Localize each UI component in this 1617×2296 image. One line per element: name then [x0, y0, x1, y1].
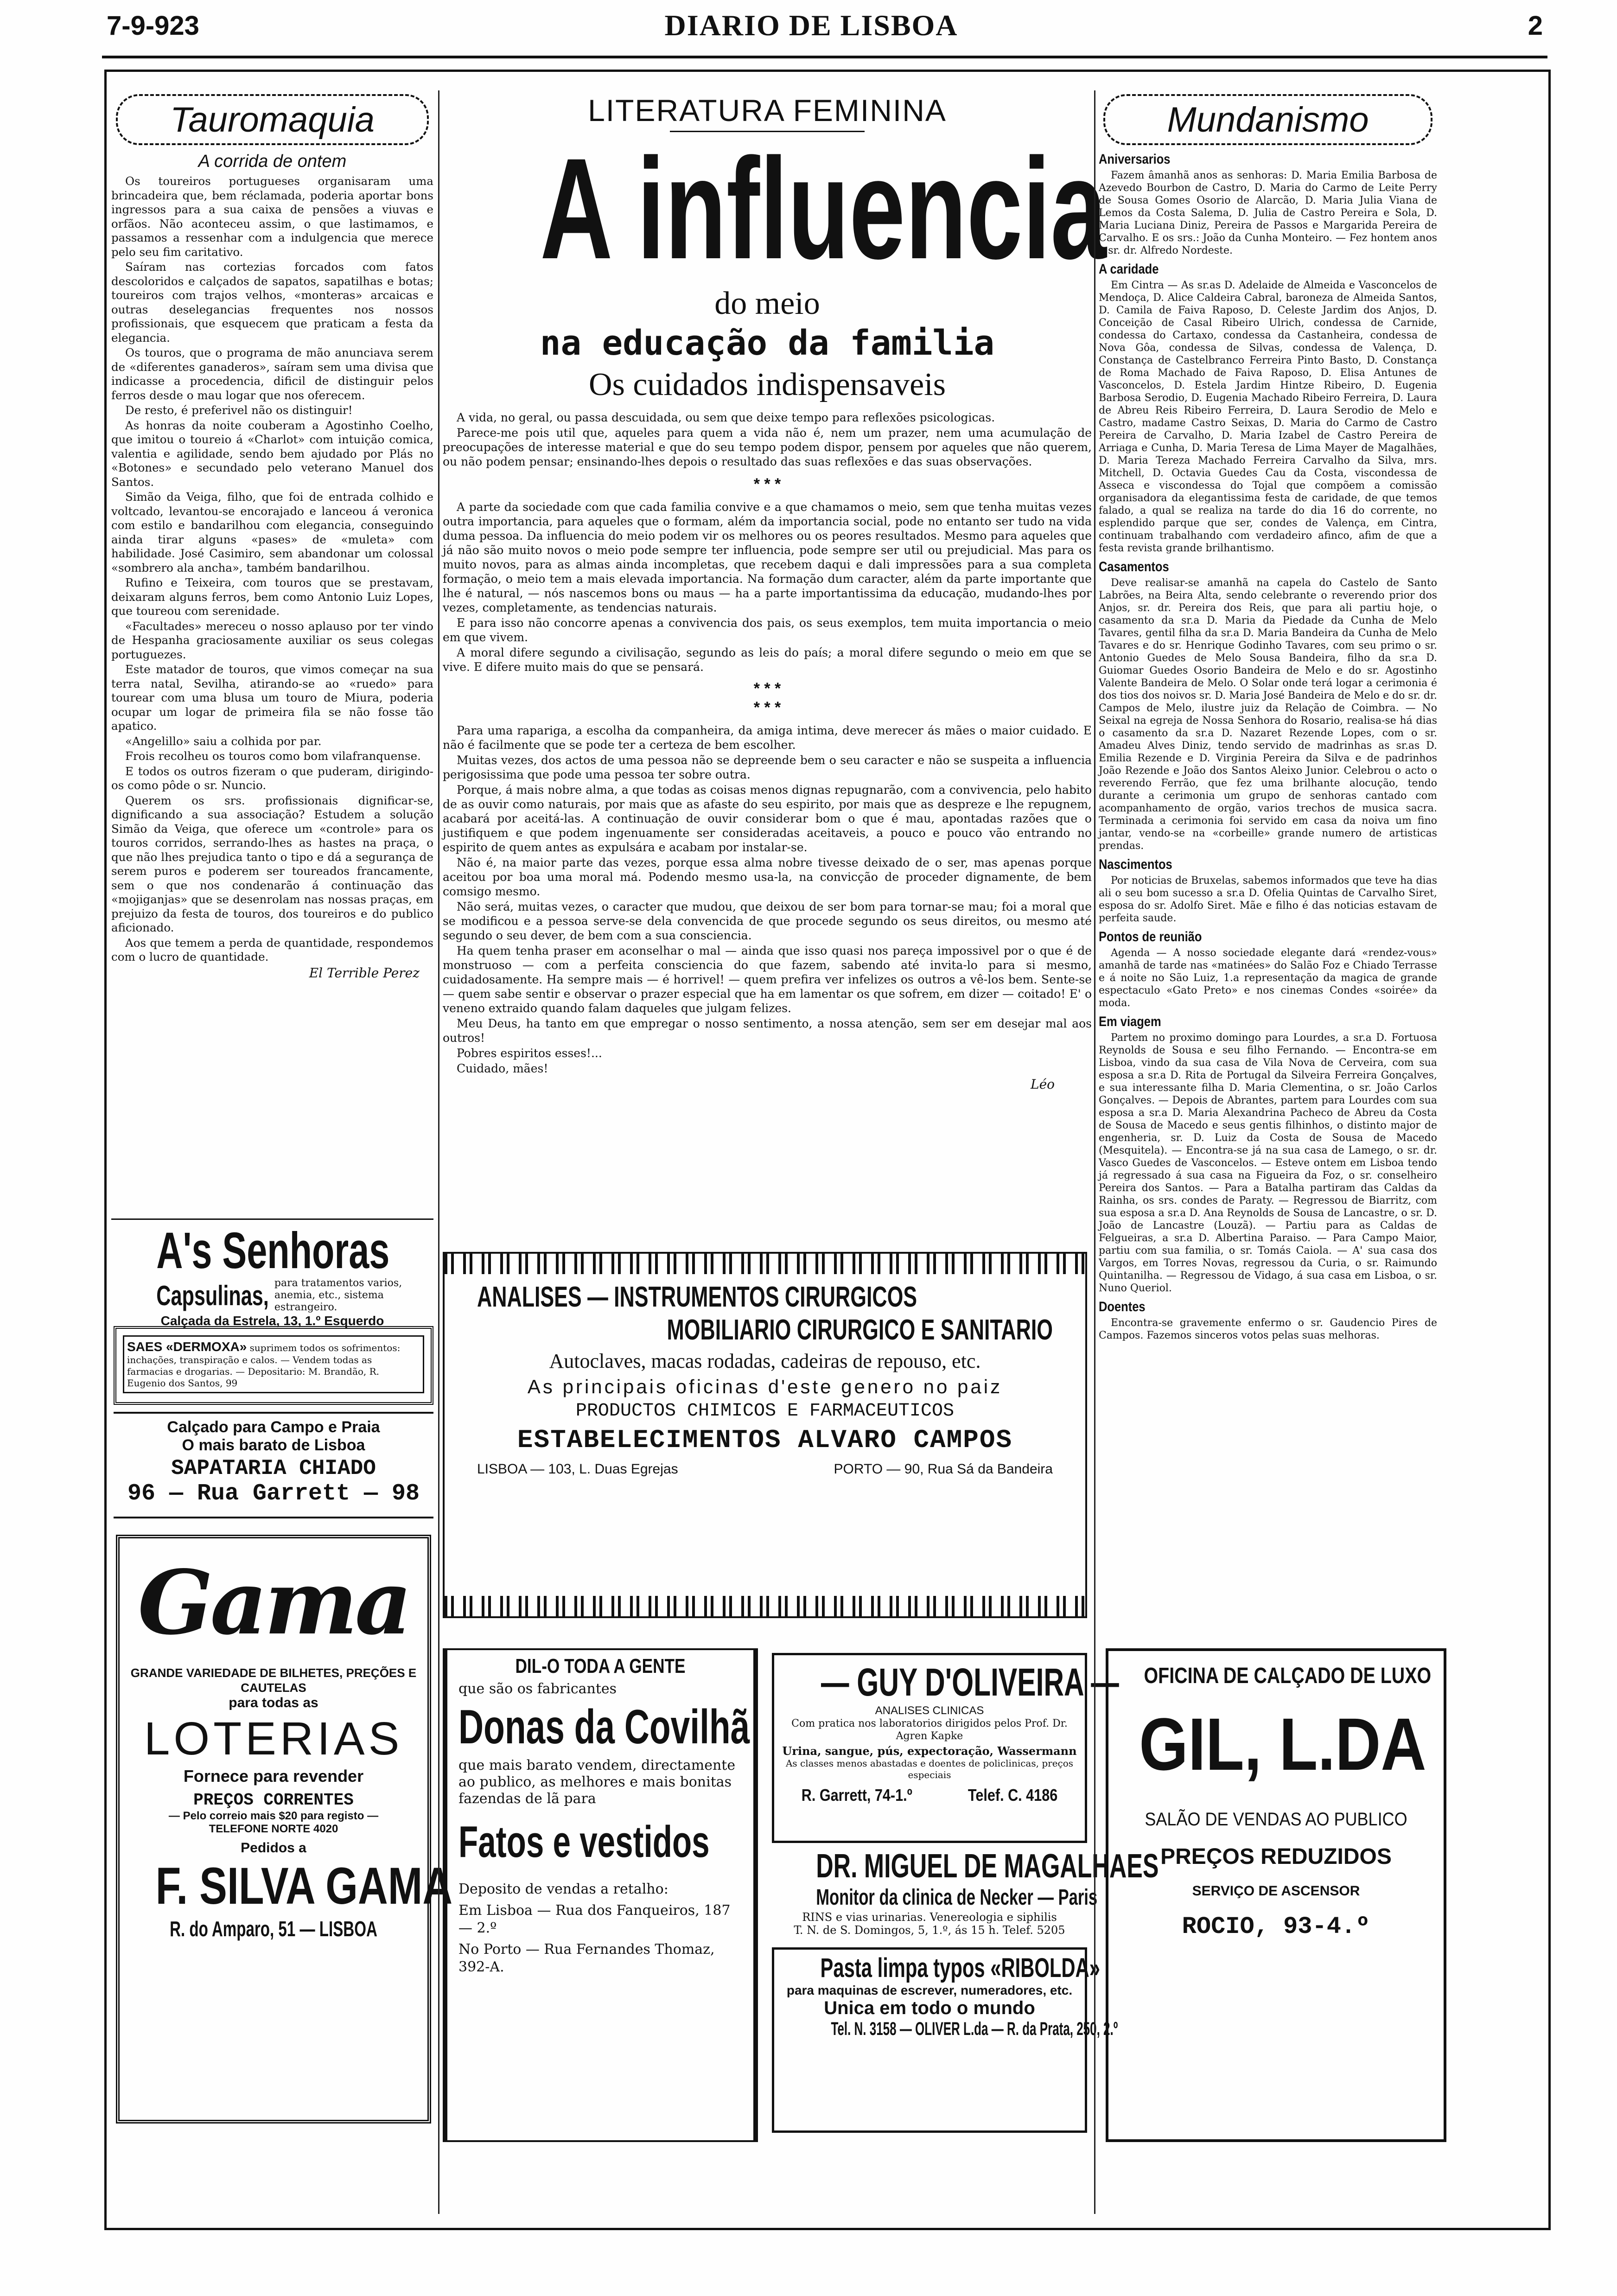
- ad-saes-brand: SAES «DERMOXA»: [127, 1339, 247, 1354]
- paragraph: E todos os outros fizeram o que puderam, dirigindo-os como pôde o sr. Nuncio.: [111, 764, 433, 792]
- ad-gama-line4: PREÇOS CORRENTES: [193, 1791, 354, 1810]
- paragraph: Muitas vezes, dos actos de uma pessoa não se depreende bem o seu caracter e não se suspeita a influencia perigosissima que pode uma pessoa ter sobre outra.: [443, 753, 1092, 781]
- block-head-em-viagem: Em viagem: [1099, 1014, 1161, 1029]
- section-stars: * * *: [753, 699, 781, 716]
- newspaper-title: DIARIO DE LISBOA: [664, 9, 958, 42]
- ad-senhoras-address: Calçada da Estrela, 13, 1.º Esquerdo: [160, 1314, 384, 1328]
- ad-alvaro-line1: ANALISES — INSTRUMENTOS CIRURGICOS: [477, 1281, 917, 1313]
- paragraph: Os toureiros portugueses organisaram uma brincadeira que, bem réclamada, poderia aportar bons ingressos para a sua caixa de pensões a viuvas e orfãos. Não aconteceu assim, o que lastimamos, e passamos a ressenhar com a indulgencia que merece pelo seu fim caritativo.: [111, 174, 433, 259]
- ad-gil-line3: PREÇOS REDUZIDOS: [1160, 1844, 1392, 1869]
- ad-senhoras-title: A's Senhoras: [156, 1222, 390, 1279]
- ad-saes-text: suprimem todos os sofrimentos: inchações, transpiração e calos. — Vendem todas as farmacias e drogarias. — Depositario: M. Brandão, R. Eugenio dos Santos, 99: [127, 1342, 401, 1389]
- feature-body-1: [443, 410, 1092, 469]
- ad-alvaro-name: ESTABELECIMENTOS ALVARO CAMPOS: [517, 1425, 1013, 1455]
- section-stars: * * *: [753, 475, 781, 493]
- paragraph: Frois recolheu os touros como bom vilafranquense.: [125, 749, 421, 763]
- block-head-aniversarios: Aniversarios: [1099, 152, 1171, 167]
- ad-gama-line7: Pedidos a: [241, 1840, 306, 1856]
- ad-ribolda-line2: Unica em todo o mundo: [824, 1998, 1035, 2018]
- tauromaquia-subhead: A corrida de ontem: [198, 152, 347, 171]
- column-rule-right: [1094, 90, 1095, 2214]
- section-stars: * * *: [753, 680, 781, 697]
- ad-gil-line4: SERVIÇO DE ASCENSOR: [1192, 1883, 1360, 1899]
- block-head-casamentos: Casamentos: [1099, 559, 1169, 574]
- ad-covilha-line2: que são os fabricantes: [458, 1681, 617, 1697]
- ad-covilha-name: Donas da Covilhã: [458, 1700, 750, 1754]
- paragraph: Parece-me pois util que, aqueles para quem a vida não é, nem um prazer, nem uma acumulação de preocupações de interesse material e que do seu tempo podem dispor, pensem por aqueles que não querem, ou não podem pensar; ensinando-lhes depois o resultado das suas reflexões e das suas observações.: [443, 426, 1092, 468]
- ad-guy-address: R. Garrett, 74-1.º: [801, 1786, 912, 1805]
- paragraph: As honras da noite couberam a Agostinho Coelho, que imitou o toureio á «Charlot» com intuição comica, valentia e agilidade, sendo bem ajudado por Plás no «Botones» e secundado pelo veterano Manuel dos Santos.: [111, 418, 433, 489]
- feature-body-3: [443, 723, 1092, 1076]
- ad-ribolda-line3: Tel. N. 3158 — OLIVER L.da — R. da Prata, 250, 2.º: [831, 2019, 1118, 2039]
- ad-sapataria-chiado: [114, 1412, 433, 1518]
- masthead-rule: [102, 56, 1547, 58]
- mundanismo-section-title: Mundanismo: [1103, 94, 1432, 145]
- ad-guy-phone: Telef. C. 4186: [968, 1786, 1058, 1805]
- paragraph: A vida, no geral, ou passa descuidada, ou sem que deixe tempo para reflexões psicologicas.: [457, 411, 995, 424]
- ad-saes-dermoxa: [114, 1326, 433, 1405]
- ad-alvaro-campos: [443, 1252, 1087, 1618]
- ad-guy-oliveira: [772, 1653, 1119, 1843]
- paragraph: Rufino e Teixeira, com touros que se prestavam, deixaram alguns ferros, bem como Antonio Luiz Lopes, que toureou com serenidade.: [111, 576, 433, 618]
- block-text: Fazem âmanhã anos as senhoras: D. Maria Emilia Barbosa de Azevedo Bourbon de Castro, D. Maria do Carmo de Leite Perry de Sousa Gomes Osorio de Alarcão, D. Maria Julia Viana de Lemos da Costa Salema, D. Julia de Castro Pereira e Sola, D. Maria Luciana Diniz, Pereira de Passos e Margarida Pereira de Carvalho. E os srs.: João da Cunha Monteiro. — Fez hontem anos o sr. dr. Alfredo Nordeste.: [1099, 170, 1437, 256]
- block-text: Partem no proximo domingo para Lourdes, a sr.a D. Fortuosa Reynolds de Sousa e seu filho Fernando. — Encontra-se em Lisboa, vindo da sua casa de Vila Nova de Cerveira, com sua esposa a sr.a D. Rita de Portugal da Silveira Ferreira Gonçalves, e sua interessante filha D. Maria Clementina, o sr. João Carlos Gonçalves. — Depois de Abrantes, partem para Lourdes com sua esposa a sr.a D. Maria Alexandrina Pacheco de Abreu da Costa de Sousa de Macedo e seus gentis filhinhos, o distinto major de engenheria, sr. D. Luiz da Costa de Sousa de Macedo (Mesquitela). — Encontra-se já na sua casa de Lamego, o sr. dr. Vasco Guedes de Vasconcelos. — Esteve ontem em Lisboa tendo já regressado á sua casa na Figueira da Foz, o sr. conselheiro Pereira dos Santos. — Para a Batalha partiram das Caldas da Rainha, os srs. condes de Paraty. — Regressou de Biarritz, com sua esposa a sr.a D. Ana Reynolds de Sousa de Lancastre, o sr. D. João de Lancastre (Louzã). — Partiu para as Caldas de Felgueiras, a sr.a D. Albertina Paraiso. — Para Campo Maior, partiu com sua familia, o sr. Tomás Caiola. — A' sua casa dos Vargos, em Torres Novas, regressou da Curia, o sr. Raimundo Quintanilha. — Regressou de Vidago, á sua casa em Lisboa, o sr. Nuno Queriol.: [1099, 1032, 1437, 1294]
- tauromaquia-column: [111, 90, 433, 1215]
- ad-senhoras-product: Capsulinas,: [156, 1280, 269, 1311]
- ad-guy-name: — GUY D'OLIVEIRA —: [821, 1660, 1119, 1704]
- ad-sapataria-address: 96 — Rua Garrett — 98: [127, 1480, 420, 1507]
- feature-headline: A influencia: [540, 128, 1107, 289]
- tauromaquia-section-title: Tauromaquia: [116, 94, 429, 145]
- block-text: Encontra-se gravemente enfermo o sr. Gaudencio Pires de Campos. Fazemos sinceros votos pelas suas melhoras.: [1099, 1317, 1437, 1341]
- ad-magalhaes-line1: Monitor da clinica de Necker — Paris: [816, 1885, 1098, 1910]
- ad-covilha-porto: No Porto — Rua Fernandes Thomaz, 392-A.: [458, 1941, 715, 1975]
- paragraph: Saíram nas cortezias forcados com fatos descoloridos e calçados de sapatos, sapatilhas e botas; toureiros com trajos velhos, «monteras» arcaicas e outras deselegancias frequentes nos nossos profissionais, que esquecem que praticam a festa da elegancia.: [111, 260, 433, 344]
- ad-sapataria-line2: O mais barato de Lisboa: [182, 1436, 365, 1454]
- ad-guy-line3: Urina, sangue, pús, expectoração, Wassermann: [782, 1744, 1077, 1758]
- paragraph: Para uma rapariga, a escolha da companheira, da amiga intima, deve merecer ás mães o maior cuidado. E não é facilmente que se pode ter a certeza de bem escolher.: [443, 724, 1092, 752]
- ad-gil-name: GIL, L.DA: [1139, 1703, 1426, 1786]
- ad-ribolda-name: Pasta limpa typos «RIBOLDA»: [820, 1953, 1100, 1983]
- ad-guy-line1: ANALISES CLINICAS: [875, 1704, 984, 1717]
- ad-senhoras-text: para tratamentos varios, anemia, etc., sistema estrangeiro.: [274, 1277, 402, 1313]
- ad-alvaro-line3: Autoclaves, macas rodadas, cadeiras de repouso, etc.: [549, 1350, 981, 1372]
- block-head-nascimentos: Nascimentos: [1099, 857, 1172, 872]
- ad-gama-line5: — Pelo correio mais $20 para registo —: [168, 1810, 379, 1822]
- greek-key-border-bottom: [445, 1596, 1085, 1616]
- mundanismo-body: [1099, 152, 1437, 1342]
- paragraph: Os touros, que o programa de mão anunciava serem de «diferentes ganaderos», saíram sem uma divisa que indicasse a procedencia, dificil de distinguir pelos ferros desde o mau logar que nos oferecem.: [111, 346, 433, 402]
- feature-deck-1: do meio: [714, 286, 820, 321]
- block-head-doentes: Doentes: [1099, 1299, 1146, 1314]
- ad-gama-address: R. do Amparo, 51 — LISBOA: [170, 1917, 377, 1941]
- ad-guy-line2: Com pratica nos laboratorios dirigidos pelos Prof. Dr. Agren Kapke: [791, 1718, 1068, 1742]
- ad-gil-address: ROCIO, 93-4.º: [1182, 1913, 1370, 1940]
- ad-covilha-deposit: Deposito de vendas a retalho:: [458, 1881, 668, 1897]
- ad-senhoras: [111, 1222, 433, 1328]
- tauromaquia-body: [111, 174, 433, 964]
- ad-gama-line1: GRANDE VARIEDADE DE BILHETES, PREÇÕES E CAUTELAS: [130, 1666, 417, 1695]
- paragraph: Este matador de touros, que vimos começar na sua terra natal, Sevilha, atirando-se ao «ruedo» para tourear com uma blusa um touro de Miura, poderia ocupar um logar de primeira fila se não fosse tão apatico.: [111, 663, 433, 733]
- paragraph: Aos que temem a perda de quantidade, respondemos com o lucro de quantidade.: [111, 936, 433, 963]
- ad-covilha-line1: DIL-O TODA A GENTE: [515, 1655, 686, 1677]
- paragraph: Não será, muitas vezes, o caracter que mudou, que deixou de ser bom para tornar-se mau; foi a moral que se modificou e a pessoa serve-se dela convencida de que procede segundo os seus direitos, ou mesmo até segundo o seu dever, de bem com a sua consciencia.: [443, 900, 1092, 942]
- ad-gama: [116, 1535, 453, 2124]
- ad-gama-logo: Gama: [138, 1551, 409, 1654]
- block-head-caridade: A caridade: [1099, 261, 1159, 277]
- ad-sapataria-name: SAPATARIA CHIADO: [171, 1456, 376, 1480]
- ad-donas-covilha: [443, 1648, 758, 2142]
- ad-gama-name: F. SILVA GAMA: [155, 1857, 453, 1915]
- paragraph: Ha quem tenha praser em aconselhar o mal — ainda que isso quasi nos pareça impossivel por o que é de monstruoso — com a perfeita consciencia do que fazem, sabendo até invita-lo para si mesmo, cuidadosamente. Ha sempre mais — é horrivel! — quem prefira ver infelizes os outros a vê-los bem. Sente-se — quem sabe sentir e observar o prazer especial que ha em lamentar os que sofrem, em dizer — coitado! E' o veneno extraido quando falam daqueles que julgam felizes.: [443, 944, 1092, 1015]
- greek-key-border-top: [445, 1254, 1085, 1274]
- page-number: 2: [1528, 11, 1543, 41]
- tauromaquia-signature: El Terrible Perez: [309, 965, 420, 981]
- paragraph: De resto, é preferivel não os distinguir!: [125, 403, 353, 417]
- paragraph: Querem os srs. profissionais dignificar-se, dignificando a sua associação? Estudem a solução Simão da Veiga, que oferece um «controle» para os touros corridos, serrando-lhes as hastes na praça, o que não lhes prejudica tanto o tipo e dá a segurança de serem puros e poderem ser toureados francamente, sem o que nos condenarão á continuação das «mojiganjas» que se desenrolam nas nossas praças, em prejuizo da festa de touros, dos toureiros e do publico aficionado.: [111, 793, 433, 934]
- ad-gama-line3: Fornece para revender: [183, 1767, 364, 1786]
- ad-gil-line2: SALÃO DE VENDAS AO PUBLICO: [1145, 1809, 1407, 1830]
- ad-covilha-big: Fatos e vestidos: [458, 1817, 710, 1867]
- feature-body-2: [443, 500, 1092, 674]
- ad-alvaro-address-lisboa: LISBOA — 103, L. Duas Egrejas: [477, 1461, 678, 1477]
- feature-signature: Léo: [1030, 1077, 1055, 1092]
- ad-covilha-text: que mais barato vendem, directamente ao publico, as melhores e mais bonitas fazendas de lã para: [458, 1757, 736, 1807]
- ad-magalhaes-line3: T. N. de S. Domingos, 5, 1.º, ás 15 h. Telef. 5205: [794, 1924, 1065, 1937]
- block-text: Em Cintra — As sr.as D. Adelaide de Almeida e Vasconcelos de Mendoça, D. Alice Caldeira Cabral, baroneza de Almeida Santos, D. Camila de Faiva Raposo, D. Celeste Jardim dos Anjos, D. Conceição de Casal Ribeiro Ulrich, condessa de Carnide, condessa do Cartaxo, condessa da Castanheira, condessa de Nova Gôa, condessa de Silvas, condessa de Valença, D. Constança de Castelbranco Ferreira Pinto Basto, D. Constança de Roma Machado de Faiva Raposo, D. Elisa Antunes de Vasconcelos, D. Estela Jardim Hintze Ribeiro, D. Eugenia Barbosa Serodio, D. Eugenia Machado Ribeiro Ferreira, D. Laura de Abreu Reis Ribeiro Ferreira, D. Laura Serodio de Melo e Castro, madame Castro Seixas, D. Maria do Carmo de Castro Pereira de Carvalho, D. Maria Izabel de Castro Pereira de Arriaga e Cunha, D. Maria Teresa de Lima Mayer de Magalhães, D. Maria Tereza Machado Ferreira Carvalho da Silva, mrs. Mitchell, D. Octavia Guedes Cau da Costa, viscondessa de Asseca e viscondessa do Tojal que compõem a comissão organisadora da elegantissima festa de caridade, de que temos falado, a qual se realiza na tarde do dia 16 do corrente, no esplendido parque que ser, condes de Valença, em Cintra, continuam trabalhando com verdadeiro afinco, afim de que a festa revista grande brilhantismo.: [1099, 280, 1437, 554]
- block-text: Agenda — A nosso sociedade elegante dará «rendez-vous» amanhã de tarde nas «matinées» do Salão Foz e Chiado Terrasse e á noite no São Luiz, 1.a representação da magica de grande espectaculo «Gato Preto» e nos cinemas Condes «soirée» da moda.: [1099, 947, 1437, 1009]
- ad-alvaro-address-porto: PORTO — 90, Rua Sá da Bandeira: [834, 1461, 1053, 1477]
- ad-gama-line6: TELEFONE NORTE 4020: [209, 1823, 338, 1835]
- paragraph: Pobres espiritos esses!...: [457, 1046, 602, 1060]
- paragraph: Porque, á mais nobre alma, a que todas as coisas menos dignas repugnarão, com a convivencia, pelo habito de as ouvir como naturais, por mais que as afaste do seu espirito, por mais que as despreze e lhe repugnem, acabará por aceitá-las. A continuação de ouvir considerar bom o que é mau, apontadas razões que o justifiquem e que podem ingenuamente ser consideradas aceitaveis, a pouco e pouco vão entrando no espirito de quem antes as expulsára e acabam por instalar-se.: [443, 783, 1092, 854]
- ad-gil-line1: OFICINA DE CALÇADO DE LUXO: [1144, 1664, 1432, 1688]
- ad-guy-line4: As classes menos abastadas e doentes de policlinicas, preços especiais: [785, 1758, 1074, 1780]
- ad-covilha-lisboa: Em Lisboa — Rua dos Fanqueiros, 187 — 2.º: [458, 1902, 731, 1936]
- ad-ribolda-line1: para maquinas de escrever, numeradores, etc.: [786, 1983, 1073, 1997]
- ad-miguel-magalhaes: [772, 1848, 1159, 1945]
- paragraph: E para isso não concorre apenas a convivencia dos pais, os seus exemplos, tem muita importancia o meio em que vivem.: [443, 616, 1092, 644]
- ad-magalhaes-line2: RINS e vias urinarias. Venereologia e siphilis: [802, 1911, 1057, 1924]
- feature-article: [443, 93, 1107, 1247]
- left-divider: [111, 1218, 433, 1220]
- paragraph: A moral difere segundo a civilisação, segundo as leis do país; a moral difere segundo o meio em que se vive. E difere muito mais do que se pensará.: [443, 646, 1092, 674]
- block-head-pontos-reuniao: Pontos de reunião: [1099, 929, 1202, 944]
- ad-alvaro-line5: PRODUCTOS CHIMICOS E FARMACEUTICOS: [575, 1401, 955, 1422]
- paragraph: A parte da sociedade com que cada familia convive e a que chamamos o meio, sem que tenha muitas vezes outra importancia, para aqueles que o formam, além da importancia social, pode no entanto ser tudo na vida duma pessoa. Da influencia do meio podem vir os melhores ou os peores resultados. Mesmo para aqueles que já não são muito novos o meio pode sempre ter influencia, pode sempre ser util ou prejudicial. Mas para os muito novos, para as almas ainda incompletas, que recebem daqui e dali impressões para a sua completa formação, o meio tem a mais elevada importancia. Na formação dum caracter, além da parte importante que lhe é natural, — nós nascemos bons ou maus — ha a parte importantissima da educação, mudando-lhes por vezes, completamente, as tendencias naturais.: [443, 500, 1092, 614]
- paragraph: Meu Deus, ha tanto em que empregar o nosso sentimento, a nossa atenção, sem ser em desejar mal aos outros!: [443, 1017, 1092, 1045]
- ad-sapataria-line1: Calçado para Campo e Praia: [167, 1418, 380, 1436]
- ad-alvaro-line4: As principais oficinas d'este genero no paiz: [527, 1376, 1003, 1397]
- ad-gil-calcado: [1106, 1648, 1446, 2142]
- paragraph: «Angelillo» saiu a colhida por par.: [125, 734, 322, 748]
- block-text: Deve realisar-se amanhã na capela do Castelo de Santo Labrões, na Beira Alta, sendo celebrante o reverendo prior dos Anjos, sr. dr. Pereira dos Reis, que para ali partiu hoje, o casamento da sr.a D. Maria da Piedade da Cunha de Melo Tavares, gentil filha da sr.a D. Maria Bandeira da Cunha de Melo Tavares e do sr. Henrique Godinho Tavares, com seu primo o sr. Antonio Guedes de Melo Sousa Bandeira, filho da sr.a D. Guiomar Guedes Osorio Bandeira de Melo e do sr. Agostinho Valente Bandeira de Melo. O Solar onde terá logar a cerimonia é dos tios dos noivos sr. D. Maria José Bandeira de Melo e do sr. dr. Campos de Melo, ilustre juiz da Relação de Coimbra. — No Seixal na egreja de Nossa Senhora do Rosario, realisa-se há dias o casamento da sr.a D. Nazaret Rezende Lopes, com o sr. Amadeu Alves Diniz, tendo servido de madrinhas as sr.as D. Emilia Rezende e D. Virginia Pereira da Silva e de padrinhos João Rezende e João dos Santos Aleixo Junior. Celebrou o acto o reverendo Ferrão, que fez uma brilhante alocução, tendo durante a cerimonia um grupo de senhoras cantado com acompanhamento de orgão, varios trechos de musica sacra. Terminada a cerimonia foi servido em casa da noiva um fino jantar, vendo-se na «corbeille» grande numero de artisticas prendas.: [1099, 577, 1437, 852]
- paragraph: Cuidado, mães!: [457, 1062, 548, 1075]
- block-text: Por noticias de Bruxelas, sabemos informados que teve ha dias ali o seu bom sucesso a sr.a D. Ofelia Quintas de Carvalho Siret, esposa do sr. Adolfo Siret. Mãe e filho é das noticias estavam de perfeita saude.: [1099, 875, 1437, 924]
- feature-deck-3: Os cuidados indispensaveis: [589, 367, 946, 402]
- paragraph: «Facultades» mereceu o nosso aplauso por ter vindo de Hespanha graciosamente auxiliar os seus colegas portuguezes.: [111, 619, 433, 661]
- issue-date: 7-9-923: [107, 11, 199, 41]
- ad-ribolda: [772, 1947, 1118, 2133]
- paragraph: Não é, na maior parte das vezes, porque essa alma nobre tivesse deixado de o ser, mas apenas porque aceitou por boa uma moral má. Podendo mesmo usa-la, na convicção de proceder dignamente, de bem comsigo mesmo.: [443, 856, 1092, 898]
- column-rule-left: [438, 90, 439, 2214]
- ad-gama-line2: para todas as: [229, 1695, 318, 1710]
- ad-gama-big: LOTERIAS: [144, 1713, 403, 1765]
- masthead: [0, 0, 1617, 70]
- feature-deck-2: na educação da familia: [540, 323, 995, 363]
- paragraph: Simão da Veiga, filho, que foi de entrada colhido e voltcado, levantou-se encorajado e lanceou á veronica com estilo e bandarilhou com elegancia, conseguindo ainda tirar alguns «pases» de «muleta» com habilidade. José Casimiro, sem abandonar um colossal «sombrero ala ancha», também bandarilhou.: [111, 490, 433, 574]
- ad-magalhaes-name: DR. MIGUEL DE MAGALHAES: [816, 1848, 1159, 1885]
- ad-alvaro-line2: MOBILIARIO CIRURGICO E SANITARIO: [667, 1314, 1053, 1346]
- feature-kicker: LITERATURA FEMININA: [588, 93, 947, 128]
- mundanismo-column: [1099, 90, 1437, 1620]
